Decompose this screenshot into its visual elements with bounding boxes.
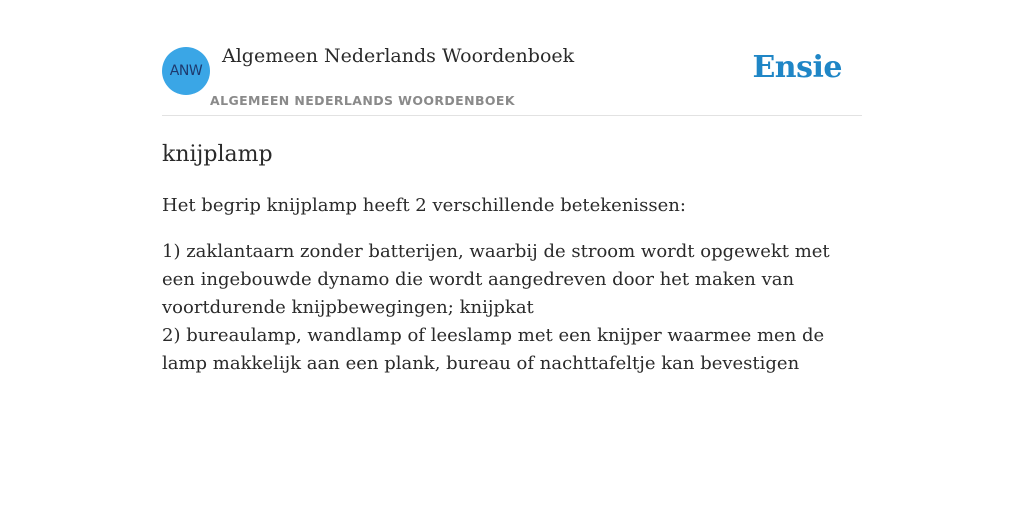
source-title[interactable]: Algemeen Nederlands Woordenboek — [222, 45, 575, 67]
source-header — [162, 0, 862, 116]
source-subtitle: ALGEMEEN NEDERLANDS WOORDENBOEK — [210, 93, 515, 108]
meaning-item: 1) zaklantaarn zonder batterijen, waarbij de stroom wordt opgewekt met een ingebouwde dynamo die wordt aangedreven door het maken van voortdurende knijpbewegingen; knijpkat — [162, 241, 830, 318]
source-logo[interactable] — [162, 47, 210, 95]
entry-card — [162, 0, 862, 378]
entry-intro: Het begrip knijplamp heeft 2 verschillende betekenissen: — [162, 195, 686, 216]
brand-logo[interactable]: Ensie — [752, 50, 842, 85]
meanings-list — [162, 238, 862, 378]
meaning-item: 2) bureaulamp, wandlamp of leeslamp met een knijper waarmee men de lamp makkelijk aan een plank, bureau of nachttafeltje kan bevestigen — [162, 325, 825, 374]
source-logo-text: ANW — [169, 63, 203, 79]
entry-term: knijplamp — [162, 142, 273, 167]
